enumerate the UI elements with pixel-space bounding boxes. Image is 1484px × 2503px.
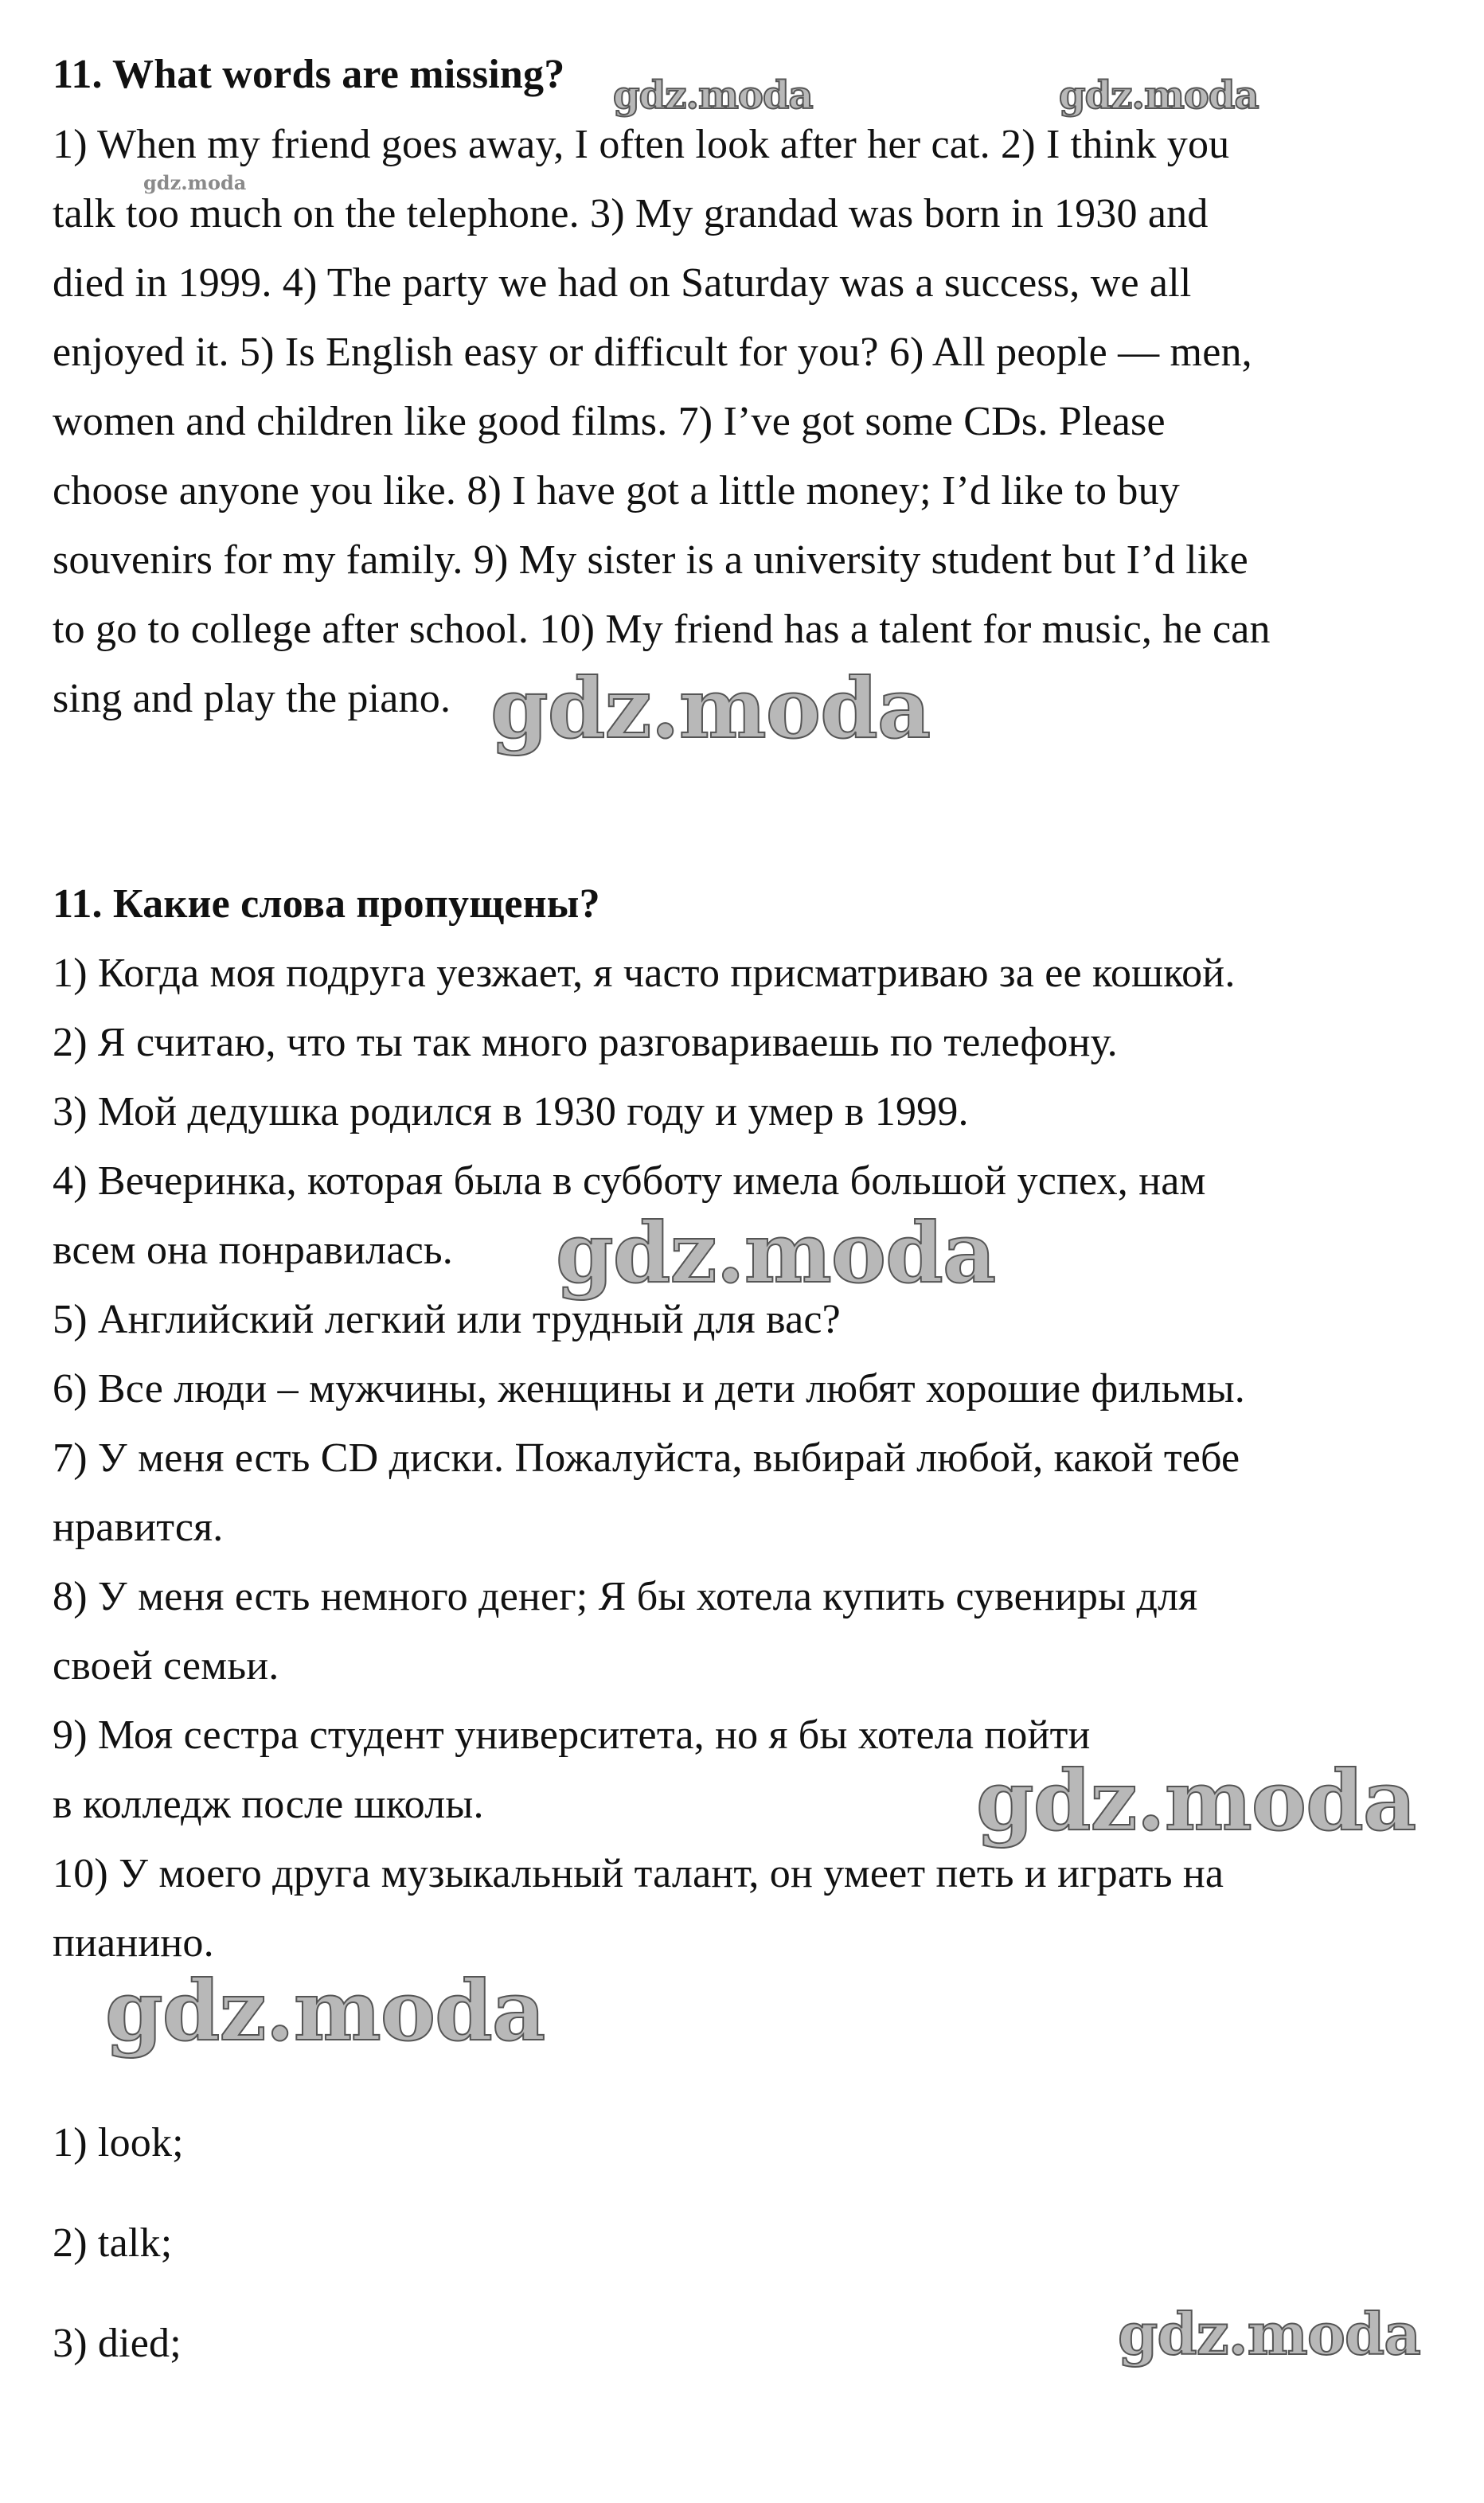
watermark-logo: gdz.moda — [556, 1204, 996, 1302]
english-line-2: talk too much on the telephone. 3) My grandad was born in 1930 and — [53, 191, 1209, 236]
english-line-7: souvenirs for my family. 9) My sister is a university student but I’d like — [53, 537, 1248, 583]
russian-line-11: своей семьи. — [53, 1643, 279, 1689]
russian-line-4: 4) Вечеринка, которая была в субботу имела большой успех, нам — [53, 1158, 1206, 1204]
watermark-logo: gdz.moda — [1059, 73, 1259, 118]
russian-line-3: 3) Мой дедушка родился в 1930 году и умер в 1999. — [53, 1089, 969, 1134]
watermark-logo: gdz.moda — [143, 171, 247, 194]
english-line-8: to go to college after school. 10) My friend has a talent for music, he can — [53, 607, 1271, 652]
english-line-4: enjoyed it. 5) Is English easy or difficult for you? 6) All people — men, — [53, 330, 1252, 375]
russian-line-7: 6) Все люди – мужчины, женщины и дети любят хорошие фильмы. — [53, 1366, 1245, 1412]
watermark-logo: gdz.moda — [613, 73, 813, 118]
russian-line-6: 5) Английский легкий или трудный для вас? — [53, 1297, 841, 1342]
russian-line-14: 10) У моего друга музыкальный талант, он умеет петь и играть на — [53, 1851, 1224, 1896]
watermark-logo: gdz.moda — [490, 659, 931, 757]
english-line-3: died in 1999. 4) The party we had on Saturday was a success, we all — [53, 260, 1192, 306]
russian-line-1: 1) Когда моя подруга уезжает, я часто присматриваю за ее кошкой. — [53, 951, 1236, 996]
answer-1: 1) look; — [53, 2120, 184, 2165]
russian-line-10: 8) У меня есть немного денег; Я бы хотела купить сувениры для — [53, 1574, 1198, 1619]
english-heading: 11. What words are missing? — [53, 52, 565, 97]
russian-line-5: всем она понравилась. — [53, 1228, 453, 1273]
russian-line-13: в колледж после школы. — [53, 1782, 484, 1827]
russian-line-9: нравится. — [53, 1505, 224, 1550]
russian-line-8: 7) У меня есть CD диски. Пожалуйста, выбирай любой, какой тебе — [53, 1435, 1240, 1481]
watermark-logo: gdz.moda — [976, 1751, 1416, 1849]
watermark-logo: gdz.moda — [1118, 2300, 1420, 2368]
answer-3: 3) died; — [53, 2321, 182, 2366]
english-line-6: choose anyone you like. 8) I have got a little money; I’d like to buy — [53, 468, 1180, 513]
russian-line-12: 9) Моя сестра студент университета, но я бы хотела пойти — [53, 1712, 1091, 1758]
russian-line-15: пианино. — [53, 1920, 214, 1966]
answer-2: 2) talk; — [53, 2220, 173, 2266]
russian-heading: 11. Какие слова пропущены? — [53, 881, 600, 927]
english-line-5: women and children like good films. 7) I’ve got some CDs. Please — [53, 399, 1166, 444]
russian-line-2: 2) Я считаю, что ты так много разговариваешь по телефону. — [53, 1020, 1118, 1065]
english-line-9: sing and play the piano. — [53, 676, 451, 721]
watermark-logo: gdz.moda — [105, 1962, 545, 2060]
english-line-1: 1) When my friend goes away, I often look after her cat. 2) I think you — [53, 122, 1230, 167]
